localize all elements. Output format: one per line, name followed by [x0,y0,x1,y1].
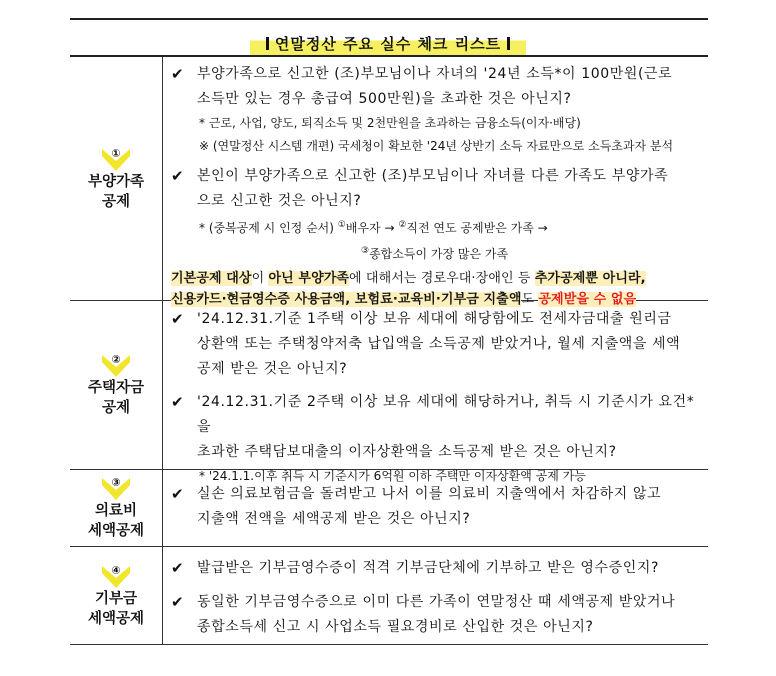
check-item: ✔ 동일한 기부금영수증으로 이미 다른 가족이 연말정산 때 세액공제 받았거나 종합소득세 신고 시 사업소득 필요경비로 산입한 것은 아닌지? [169,590,708,640]
top-rule [70,18,708,20]
check-icon: ✔ [171,65,184,83]
section-dependents [70,57,708,307]
system-note: ※ (연말정산 시스템 개편) 국세청이 확보한 '24년 상반기 소득 자료만으로 소득초과자 분석 [199,139,674,153]
title-text: 연말정산 주요 실수 체크 리스트 [274,35,502,53]
section-content [163,57,708,307]
checklist-title [250,32,526,56]
check-icon: ✔ [171,485,184,503]
title-bar-right [507,37,510,50]
check-item: ✔ '24.12.31.기준 2주택 이상 보유 세대에 해당하거나, 취득 시 기준시가 요건*을 초과한 주택담보대출의 이자상환액을 소득공제 받은 것은 아닌지? [169,390,708,465]
title-wrap [0,32,776,56]
number-badge-icon: ② [101,352,131,378]
check-icon: ✔ [171,593,184,611]
section-content [163,470,708,546]
check-icon: ✔ [171,393,184,411]
check-item: ✔ '24.12.31.기준 1주택 이상 보유 세대에 해당함에도 전세자금대출 원리금 상환액 또는 주택청약저축 납입액을 소득공제 받았거나, 월세 지출액을 세액 공제 받은 것은 아닌지? [169,307,708,382]
category-cell [70,547,163,644]
category-cell [70,470,163,546]
number-badge-icon: ④ [101,563,131,589]
priority-note: * (중복공제 시 인정 순서) ①배우자 → ②직전 연도 공제받은 가족 → [199,220,548,235]
category-cell [70,57,163,300]
number-badge-icon: ① [101,146,131,172]
check-item: ✔ 본인이 부양가족으로 신고한 (조)부모님이나 자녀를 다른 가족도 부양가족 으로 신고한 것은 아닌지? [169,164,708,214]
category-label: 주택자금 공제 [87,380,145,416]
section-medical [70,470,708,547]
priority-note-line2: ③종합소득이 가장 많은 가족 [361,246,509,261]
checklist-table [70,55,708,645]
section-housing [70,301,708,483]
check-item: ✔ 발급받은 기부금영수증이 적격 기부금단체에 기부하고 받은 영수증인지? [169,556,708,581]
category-label: 부양가족 공제 [87,173,145,210]
check-item: ✔ 실손 의료보험금을 돌려받고 나서 이를 의료비 지출액에서 차감하지 않고 지출액 전액을 세액공제 받은 것은 아닌지? [169,482,708,532]
section-content [163,301,708,483]
check-icon: ✔ [171,167,184,185]
footnote: * 근로, 사업, 양도, 퇴직소득 및 2천만원을 초과하는 금융소득(이자·배당) [199,116,581,130]
check-item: ✔ 부양가족으로 신고한 (조)부모님이나 자녀의 '24년 소득*이 100만원(근로 소득만 있는 경우 총급여 500만원)을 초과한 것은 아닌지? [169,62,708,112]
check-icon: ✔ [171,559,184,577]
section-content [163,547,708,644]
number-badge-icon: ③ [101,475,131,501]
check-icon: ✔ [171,310,184,328]
warning-note: 기본공제 대상이 아닌 부양가족에 대해서는 경로우대·장애인 등 추가공제뿐 아니라, 신용카드·현금영수증 사용금액, 보험료·교육비·기부금 지출액도 공제받을 수 없음 [171,271,646,307]
section-donation [70,547,708,645]
category-label: 의료비 세액공제 [87,503,145,539]
category-label: 기부금 세액공제 [87,590,145,627]
footnote: * '24.1.1.이후 취득 시 기준시가 6억원 이하 주택만 이자상환액 공제 가능 [199,469,586,483]
category-cell [70,301,163,469]
title-bar-left [266,37,269,50]
